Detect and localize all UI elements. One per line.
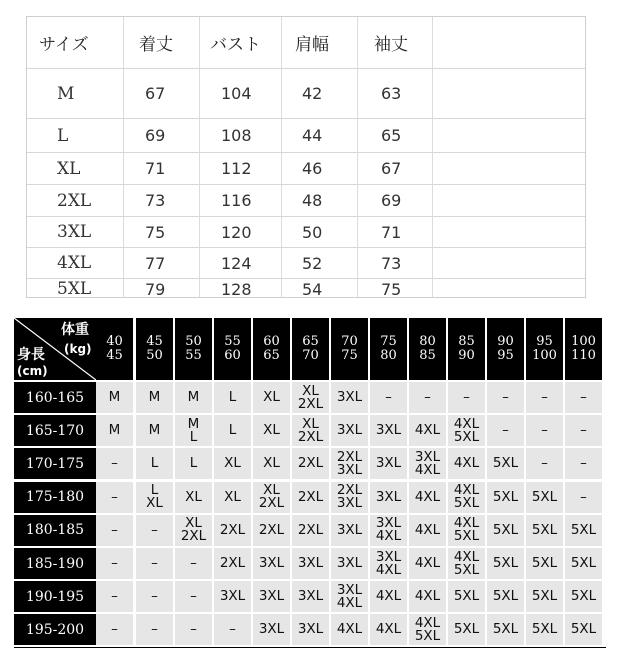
recommended-size-cell: – bbox=[214, 614, 251, 645]
header-size: サイズ bbox=[39, 35, 89, 55]
recommended-size-cell: – bbox=[565, 448, 602, 479]
recommended-size-cell: 2XL bbox=[214, 515, 251, 546]
recommended-size-cell: XL bbox=[175, 482, 212, 513]
recommended-size-cell: XL bbox=[253, 382, 290, 413]
height-range-label: 190-195 bbox=[14, 581, 96, 612]
recommended-size-cell: – bbox=[409, 382, 446, 413]
weight-range-header: 95 100 bbox=[526, 318, 563, 380]
size-table-row bbox=[27, 153, 585, 185]
recommended-size-cell: 5XL bbox=[526, 548, 563, 579]
header-shoulder: 肩幅 bbox=[295, 35, 329, 55]
recommended-size-cell: 5XL bbox=[448, 614, 485, 645]
recommended-size-cell: 3XL bbox=[331, 415, 368, 446]
weight-range-header: 80 85 bbox=[409, 318, 446, 380]
size-measurement: 108 bbox=[221, 126, 252, 145]
recommended-size-cell: 5XL bbox=[526, 482, 563, 513]
recommended-size-cell: 3XL bbox=[331, 515, 368, 546]
recommended-size-cell: 3XL 4XL bbox=[331, 581, 368, 612]
recommended-size-cell: 3XL 4XL bbox=[409, 448, 446, 479]
recommended-size-cell: XL 2XL bbox=[292, 415, 329, 446]
recommended-size-cell: – bbox=[565, 415, 602, 446]
recommended-size-cell: M bbox=[175, 382, 212, 413]
garment-size-table bbox=[26, 16, 586, 298]
recommended-size-cell: 3XL bbox=[253, 548, 290, 579]
column-divider bbox=[281, 17, 282, 297]
recommended-size-cell: 5XL bbox=[565, 614, 602, 645]
weight-range-header: 55 60 bbox=[214, 318, 251, 380]
recommended-size-cell: XL 2XL bbox=[253, 482, 290, 513]
height-unit: (cm) bbox=[17, 364, 48, 378]
recommended-size-cell: 3XL bbox=[370, 415, 407, 446]
chart-corner-header bbox=[14, 318, 96, 380]
recommended-size-cell: 3XL bbox=[253, 581, 290, 612]
header-bust: バスト bbox=[210, 35, 261, 55]
recommended-size-cell: 5XL bbox=[487, 581, 524, 612]
column-divider bbox=[432, 17, 433, 297]
recommended-size-cell: 4XL bbox=[409, 515, 446, 546]
recommended-size-cell: – bbox=[565, 482, 602, 513]
recommended-size-cell: – bbox=[136, 515, 173, 546]
size-measurement: 48 bbox=[302, 191, 323, 210]
recommended-size-cell: L bbox=[214, 382, 251, 413]
recommended-size-cell: 5XL bbox=[448, 581, 485, 612]
recommended-size-cell: 4XL bbox=[370, 614, 407, 645]
recommended-size-cell: 2XL 3XL bbox=[331, 448, 368, 479]
size-measurement: 67 bbox=[381, 159, 402, 178]
size-measurement: 116 bbox=[221, 191, 252, 210]
recommended-size-cell: 4XL bbox=[370, 581, 407, 612]
recommended-size-cell: – bbox=[136, 614, 173, 645]
size-name: M bbox=[57, 83, 75, 104]
recommended-size-cell: L XL bbox=[136, 482, 173, 513]
recommended-size-cell: 4XL bbox=[409, 415, 446, 446]
weight-unit: (kg) bbox=[64, 342, 92, 356]
recommended-size-cell: 3XL bbox=[370, 482, 407, 513]
recommended-size-cell: 2XL bbox=[292, 515, 329, 546]
recommended-size-cell: 5XL bbox=[526, 614, 563, 645]
size-measurement: 44 bbox=[302, 126, 323, 145]
recommended-size-cell: 3XL bbox=[292, 614, 329, 645]
recommended-size-cell: 4XL 5XL bbox=[409, 614, 446, 645]
size-measurement: 128 bbox=[221, 279, 252, 299]
recommended-size-cell: 4XL bbox=[331, 614, 368, 645]
recommended-size-cell: 3XL bbox=[214, 581, 251, 612]
size-table-row bbox=[27, 279, 585, 299]
recommended-size-cell: 4XL bbox=[448, 448, 485, 479]
column-divider bbox=[199, 17, 200, 297]
recommended-size-cell: 3XL 4XL bbox=[370, 548, 407, 579]
weight-range-header: 60 65 bbox=[253, 318, 290, 380]
recommended-size-cell: – bbox=[565, 382, 602, 413]
size-measurement: 73 bbox=[145, 191, 166, 210]
size-table-header-row bbox=[27, 17, 585, 69]
recommended-size-cell: 2XL bbox=[292, 448, 329, 479]
header-sleeve: 袖丈 bbox=[374, 35, 408, 55]
recommended-size-cell: – bbox=[96, 581, 133, 612]
size-table-row bbox=[27, 217, 585, 248]
size-name: 2XL bbox=[57, 190, 92, 211]
recommended-size-cell: – bbox=[175, 548, 212, 579]
size-measurement: 50 bbox=[302, 222, 323, 242]
weight-range-header: 100 110 bbox=[565, 318, 602, 380]
recommended-size-cell: XL 2XL bbox=[175, 515, 212, 546]
recommended-size-cell: 4XL 5XL bbox=[448, 548, 485, 579]
size-measurement: 69 bbox=[145, 126, 166, 145]
chart-bottom-border bbox=[14, 647, 606, 648]
weight-range-header: 85 90 bbox=[448, 318, 485, 380]
weight-range-header: 45 50 bbox=[136, 318, 173, 380]
size-name: XL bbox=[57, 158, 81, 179]
recommended-size-cell: – bbox=[487, 415, 524, 446]
size-measurement: 52 bbox=[302, 253, 323, 273]
weight-range-header: 40 45 bbox=[96, 318, 133, 380]
size-measurement: 42 bbox=[302, 84, 323, 103]
recommended-size-cell: 5XL bbox=[526, 581, 563, 612]
weight-range-header: 75 80 bbox=[370, 318, 407, 380]
recommended-size-cell: – bbox=[370, 382, 407, 413]
recommended-size-cell: – bbox=[526, 382, 563, 413]
recommended-size-cell: – bbox=[136, 548, 173, 579]
size-measurement: 65 bbox=[381, 126, 402, 145]
recommended-size-cell: 5XL bbox=[487, 515, 524, 546]
height-range-label: 170-175 bbox=[14, 448, 96, 479]
recommended-size-cell: – bbox=[96, 482, 133, 513]
recommended-size-cell: 4XL bbox=[409, 548, 446, 579]
recommended-size-cell: – bbox=[448, 382, 485, 413]
column-divider bbox=[357, 17, 358, 297]
height-range-label: 195-200 bbox=[14, 614, 96, 645]
height-range-label: 165-170 bbox=[14, 415, 96, 446]
recommended-size-cell: M bbox=[96, 382, 133, 413]
size-name: 3XL bbox=[57, 222, 92, 242]
column-divider bbox=[123, 17, 124, 297]
recommended-size-cell: 3XL bbox=[370, 448, 407, 479]
recommended-size-cell: 2XL bbox=[253, 515, 290, 546]
weight-range-header: 65 70 bbox=[292, 318, 329, 380]
size-measurement: 71 bbox=[145, 159, 166, 178]
size-name: 4XL bbox=[57, 253, 92, 273]
height-range-label: 160-165 bbox=[14, 382, 96, 413]
size-table-row bbox=[27, 185, 585, 217]
recommended-size-cell: 5XL bbox=[526, 515, 563, 546]
height-range-label: 180-185 bbox=[14, 515, 96, 546]
size-measurement: 71 bbox=[381, 222, 402, 242]
height-label: 身長 bbox=[17, 347, 45, 363]
recommended-size-cell: – bbox=[136, 581, 173, 612]
recommended-size-cell: – bbox=[96, 614, 133, 645]
recommended-size-cell: 5XL bbox=[487, 482, 524, 513]
size-table-row bbox=[27, 69, 585, 119]
recommended-size-cell: – bbox=[175, 581, 212, 612]
size-measurement: 120 bbox=[221, 222, 252, 242]
recommended-size-cell: 5XL bbox=[565, 515, 602, 546]
recommended-size-cell: M bbox=[136, 415, 173, 446]
recommended-size-cell: 4XL bbox=[409, 482, 446, 513]
recommended-size-cell: 5XL bbox=[565, 548, 602, 579]
recommended-size-cell: XL bbox=[253, 448, 290, 479]
header-length: 着丈 bbox=[139, 35, 173, 55]
size-measurement: 104 bbox=[221, 84, 252, 103]
recommended-size-cell: 2XL 3XL bbox=[331, 482, 368, 513]
size-measurement: 54 bbox=[302, 279, 323, 299]
recommended-size-cell: 3XL bbox=[331, 382, 368, 413]
recommended-size-cell: 4XL 5XL bbox=[448, 515, 485, 546]
size-name: 5XL bbox=[57, 279, 92, 299]
size-table-row bbox=[27, 248, 585, 279]
size-measurement: 69 bbox=[381, 191, 402, 210]
size-name: L bbox=[57, 125, 69, 146]
recommended-size-cell: XL 2XL bbox=[292, 382, 329, 413]
recommended-size-cell: L bbox=[136, 448, 173, 479]
size-measurement: 46 bbox=[302, 159, 323, 178]
recommended-size-cell: 3XL bbox=[253, 614, 290, 645]
recommended-size-cell: XL bbox=[214, 482, 251, 513]
recommended-size-cell: 4XL 5XL bbox=[448, 482, 485, 513]
size-measurement: 67 bbox=[145, 84, 166, 103]
recommended-size-cell: L bbox=[214, 415, 251, 446]
recommended-size-cell: 3XL bbox=[292, 581, 329, 612]
size-measurement: 79 bbox=[145, 279, 166, 299]
recommended-size-cell: – bbox=[175, 614, 212, 645]
size-measurement: 112 bbox=[221, 159, 252, 178]
recommended-size-cell: 5XL bbox=[487, 448, 524, 479]
recommended-size-cell: M bbox=[96, 415, 133, 446]
recommended-size-cell: 2XL bbox=[292, 482, 329, 513]
recommended-size-cell: – bbox=[96, 448, 133, 479]
size-measurement: 63 bbox=[381, 84, 402, 103]
size-table-row bbox=[27, 119, 585, 153]
recommended-size-cell: XL bbox=[214, 448, 251, 479]
recommended-size-cell: – bbox=[96, 515, 133, 546]
recommended-size-cell: 4XL 5XL bbox=[448, 415, 485, 446]
recommended-size-cell: 3XL bbox=[331, 548, 368, 579]
recommended-size-cell: 4XL bbox=[409, 581, 446, 612]
recommended-size-cell: 2XL bbox=[214, 548, 251, 579]
weight-label: 体重 bbox=[61, 322, 89, 338]
weight-range-header: 70 75 bbox=[331, 318, 368, 380]
recommended-size-cell: – bbox=[526, 415, 563, 446]
recommended-size-cell: L bbox=[175, 448, 212, 479]
recommended-size-cell: – bbox=[526, 448, 563, 479]
recommended-size-cell: 3XL bbox=[292, 548, 329, 579]
recommended-size-cell: XL bbox=[253, 415, 290, 446]
recommended-size-cell: 5XL bbox=[487, 548, 524, 579]
size-measurement: 77 bbox=[145, 253, 166, 273]
height-range-label: 185-190 bbox=[14, 548, 96, 579]
recommended-size-cell: M bbox=[136, 382, 173, 413]
size-measurement: 73 bbox=[381, 253, 402, 273]
recommended-size-cell: M L bbox=[175, 415, 212, 446]
weight-range-header: 50 55 bbox=[175, 318, 212, 380]
size-measurement: 75 bbox=[145, 222, 166, 242]
recommended-size-cell: – bbox=[96, 548, 133, 579]
recommended-size-cell: 5XL bbox=[565, 581, 602, 612]
height-range-label: 175-180 bbox=[14, 482, 96, 513]
recommended-size-cell: 3XL 4XL bbox=[370, 515, 407, 546]
recommended-size-cell: 5XL bbox=[487, 614, 524, 645]
size-measurement: 75 bbox=[381, 279, 402, 299]
recommended-size-cell: – bbox=[487, 382, 524, 413]
size-measurement: 124 bbox=[221, 253, 252, 273]
weight-range-header: 90 95 bbox=[487, 318, 524, 380]
